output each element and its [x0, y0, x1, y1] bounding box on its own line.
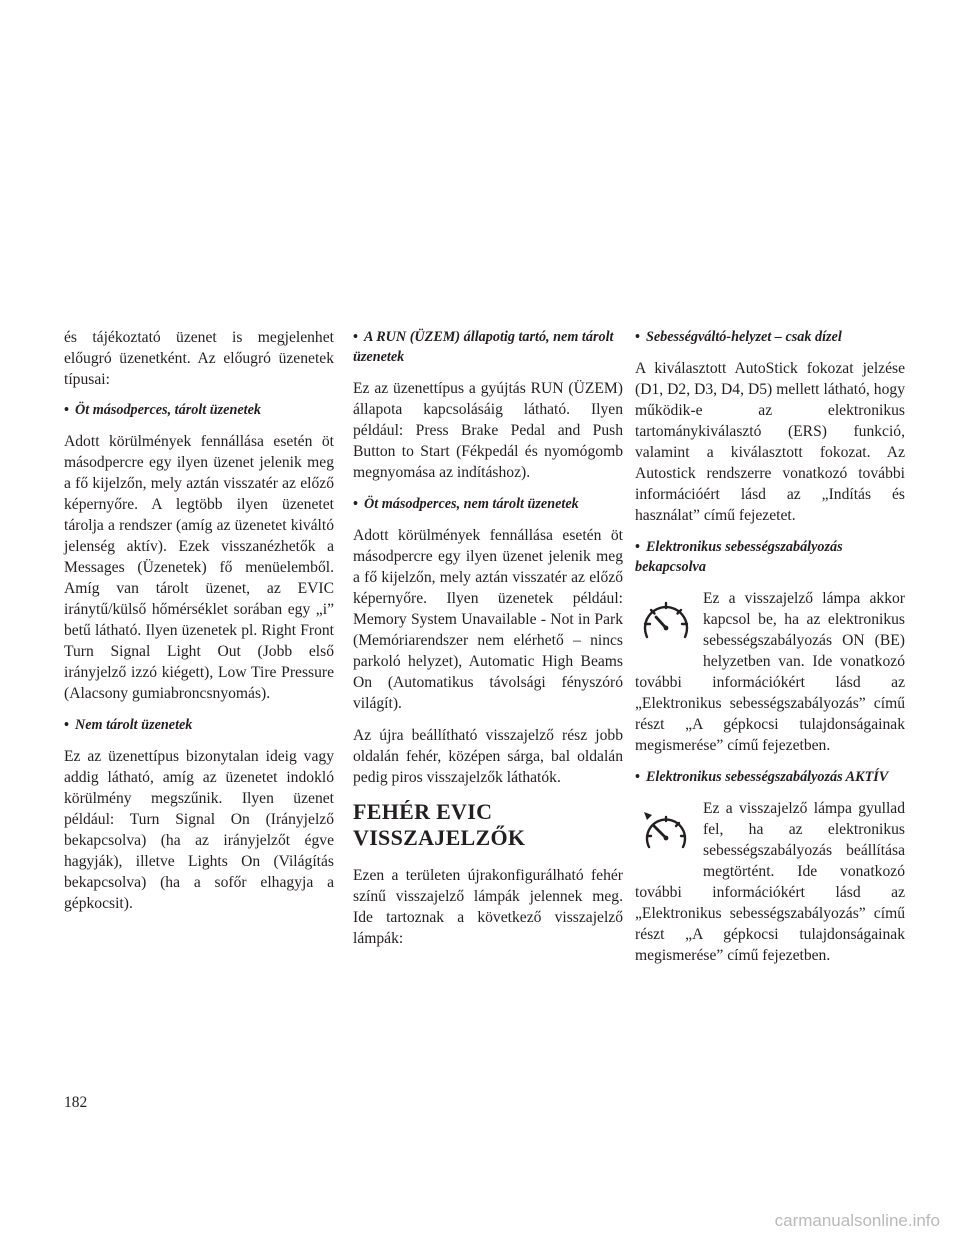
column-middle: [353, 327, 623, 960]
section-title: FEHÉR EVIC VISSZAJELZŐK: [353, 799, 526, 850]
bullet-heading-cruise-on: [635, 537, 905, 577]
bullet-marker: •: [353, 496, 358, 512]
bullet-marker: •: [353, 329, 358, 345]
bullet-marker: •: [635, 539, 640, 555]
cruise-control-on-icon: [635, 590, 697, 652]
intro-paragraph: és tájékoztató üzenet is megjelenhet előugró üzenetként. Az előugró üzenetek típusai:: [64, 329, 334, 388]
heading-text: Elektronikus sebességszabályozás bekapcsolva: [635, 539, 843, 575]
paragraph-indicator-colors: Az újra beállítható visszajelző rész jobb oldalán fehér, középen sárga, bal oldalán pedig piros visszajelzők láthatók.: [353, 727, 623, 786]
cruise-control-set-icon: [635, 800, 697, 862]
bullet-marker: •: [64, 717, 69, 733]
bullet-marker: •: [635, 769, 640, 785]
column-left: [64, 327, 334, 925]
paragraph-gear-position: A kiválasztott AutoStick fokozat jelzése (D1, D2, D3, D4, D5) mellett látható, hogy működik-e az elektronikus tartománykiválasztó (ERS) funkció, valamint a kiválasztott fokozat. Az Autostick rendszerre vonatkozó további információért lásd az „Indítás és használat” című fejezetet.: [635, 360, 905, 524]
bullet-marker: •: [635, 329, 640, 345]
bullet-heading-stored-five-second: [64, 400, 334, 420]
bullet-heading-five-second-unstored: [353, 494, 623, 514]
bullet-heading-cruise-active: [635, 767, 905, 787]
page-number: 182: [64, 1094, 88, 1111]
heading-text: Sebességváltó-helyzet – csak dízel: [645, 329, 842, 345]
heading-text: Elektronikus sebességszabályozás AKTÍV: [645, 769, 889, 785]
bullet-heading-gear-position: [635, 327, 905, 347]
paragraph-five-second-unstored: Adott körülmények fennállása esetén öt másodpercre egy ilyen üzenet jelenik meg a fő kijelzőn, mely aztán visszatér az előző képernyőre. Ilyen üzenetek például: Memory System Unavailable - Not in Park (Memóriarendszer nem elérhető – nincs parkoló helyzet), Automatic High Beams On (Automatikus távolsági fényszóró világít).: [353, 527, 623, 712]
heading-text: Öt másodperces, nem tárolt üzenetek: [363, 496, 579, 512]
paragraph-cruise-active: Ez a visszajelző lámpa gyullad fel, ha az elektronikus sebességszabályozás beállítása megtörtént. Ide vonatkozó további információkért lásd az „Elektronikus sebességszabályozás” című részt „A gépkocsi tulajdonságainak megismerése” című fejezetben.: [635, 800, 905, 964]
paragraph-cruise-on: Ez a visszajelző lámpa akkor kapcsol be, ha az elektronikus sebességszabályozás ON (BE) helyzetben van. Ide vonatkozó további információkért lásd az „Elektronikus sebességszabályozás” című részt „A gépkocsi tulajdonságainak megismerése” című fejezetben.: [635, 590, 905, 754]
cruise-active-block: [635, 798, 905, 966]
bullet-heading-run-state: [353, 327, 623, 367]
heading-text: Öt másodperces, tárolt üzenetek: [74, 402, 261, 418]
paragraph-stored-messages: Adott körülmények fennállása esetén öt másodpercre egy ilyen üzenet jelenik meg a fő kijelzőn, mely aztán visszatér az előző képernyőre. A legtöbb ilyen üzenetet tárolja a rendszer (amíg az üzenetet kiváltó jelenség aktív). Ezek visszanézhetők a Messages (Üzenetek) fő menüelemből. Amíg van tárolt üzenet, az EVIC iránytű/külső hőmérséklet sorában egy „i” betű látható. Ilyen üzenetek pl. Right Front Turn Signal Light Out (Jobb első irányjelző izzó kiégett), Low Tire Pressure (Alacsony gumiabroncsnyomás).: [64, 433, 334, 702]
heading-text: Nem tárolt üzenetek: [74, 717, 193, 733]
paragraph-run-state: Ez az üzenettípus a gyújtás RUN (ÜZEM) állapota kapcsolásáig látható. Ilyen például: Press Brake Pedal and Push Button to Start (Fékpedál és nyomógomb megnyomása az indításhoz).: [353, 380, 623, 481]
paragraph-white-indicators: Ezen a területen újrakonfigurálható fehér színű visszajelző lámpák jelennek meg. Ide tartoznak a következő visszajelző lámpák:: [353, 867, 623, 947]
paragraph-unstored-messages: Ez az üzenettípus bizonytalan ideig vagy addig látható, amíg az üzenetet indokló körülmény megszűnik. Ilyen üzenet például: Turn Signal On (Irányjelző bekapcsolva) (ha az irányjelzőt égve hagyják), illetve Lights On (Világítás bekapcsolva) (ha a sofőr elhagyja a gépkocsit).: [64, 748, 334, 912]
bullet-marker: •: [64, 402, 69, 418]
cruise-on-block: [635, 588, 905, 756]
heading-text: A RUN (ÜZEM) állapotig tartó, nem tárolt üzenetek: [353, 329, 614, 365]
column-right: [635, 327, 905, 977]
watermark: carmanualsonline.info: [774, 1211, 940, 1230]
bullet-heading-unstored: [64, 715, 334, 735]
